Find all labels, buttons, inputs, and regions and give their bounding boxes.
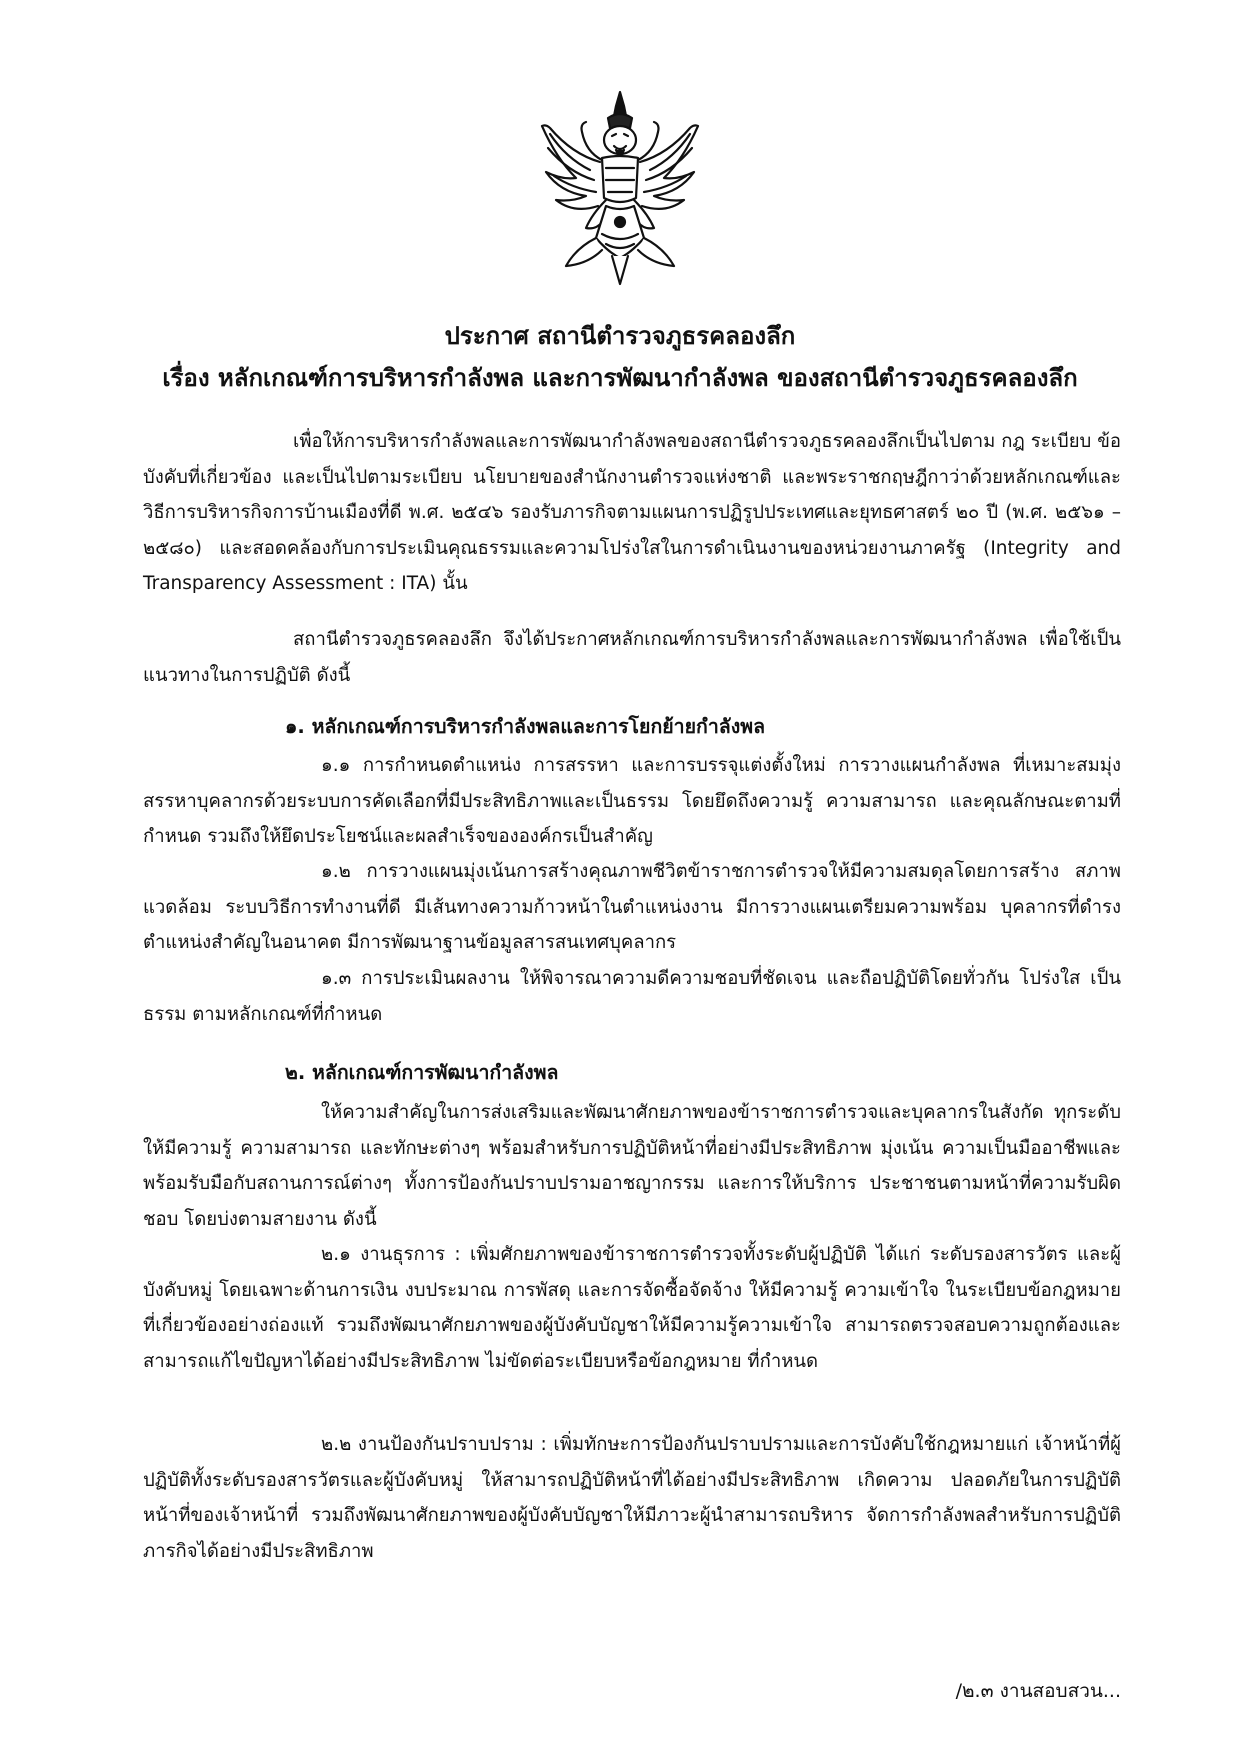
section-1-item-2-text: ๑.๒ การวางแผนมุ่งเน้นการสร้างคุณภาพชีวิตข้าราชการตำรวจให้มีความสมดุลโดยการสร้าง สภาพแวดล้อม ระบบวิธีการทำงานที่ดี มีเส้นทางความก้าวหน้าในตำแหน่งงาน มีการวางแผนเตรียมความพร้อม บุคลากรที่ดำรงตำแหน่งสำคัญในอนาคต มีการพัฒนาฐานข้อมูลสารสนเทศบุคลากร <box>143 861 1121 953</box>
section-2-item-2-text: ๒.๒ งานป้องกันปราบปราม : เพิ่มทักษะการป้องกันปราบปรามและการบังคับใช้กฎหมายแก่ เจ้าหน้าที่ผู้ปฏิบัติทั้งระดับรองสารวัตรและผู้บังคับหมู่ ให้สามารถปฏิบัติหน้าที่ได้อย่างมีประสิทธิภาพ เกิดความ ปลอดภัยในการปฏิบัติหน้าที่ของเจ้าหน้าที่ รวมถึงพัฒนาศักยภาพของผู้บังคับบัญชาให้มีภาวะผู้นำสามารถบริหาร จัดการกำลังพลสำหรับการปฏิบัติภารกิจได้อย่างมีประสิทธิภาพ <box>143 1434 1121 1562</box>
section-2-item-1-text: ๒.๑ งานธุรการ : เพิ่มศักยภาพของข้าราชการตำรวจทั้งระดับผู้ปฏิบัติ ได้แก่ ระดับรองสารวัตร และผู้บังคับหมู่ โดยเฉพาะด้านการเงิน งบประมาณ การพัสดุ และการจัดซื้อจัดจ้าง ให้มีความรู้ ความเข้าใจ ในระเบียบข้อกฎหมายที่เกี่ยวข้องอย่างถ่องแท้ รวมถึงพัฒนาศักยภาพของผู้บังคับบัญชาให้มีความรู้ความเข้าใจ สามารถตรวจสอบความถูกต้องและสามารถแก้ไขปัญหาได้อย่างมีประสิทธิภาพ ไม่ขัดต่อระเบียบหรือข้อกฎหมาย ที่กำหนด <box>143 1244 1121 1372</box>
section-2-item-1 <box>143 1237 1121 1379</box>
section-1-item-3 <box>143 961 1121 1032</box>
document-subject: เรื่อง หลักเกณฑ์การบริหารกำลังพล และการพัฒนากำลังพล ของสถานีตำรวจภูธรคลองลึก <box>162 364 1078 392</box>
section-1-item-1-text: ๑.๑ การกำหนดตำแหน่ง การสรรหา และการบรรจุแต่งตั้งใหม่ การวางแผนกำลังพล ที่เหมาะสมมุ่งสรรหาบุคลากรด้วยระบบการคัดเลือกที่มีประสิทธิภาพและเป็นธรรม โดยยึดถึงความรู้ ความสามารถ และคุณลักษณะตามที่กำหนด รวมถึงให้ยึดประโยชน์และผลสำเร็จขององค์กรเป็นสำคัญ <box>143 755 1121 847</box>
section-1-item-2 <box>143 854 1121 961</box>
section-1-item-3-text: ๑.๓ การประเมินผลงาน ให้พิจารณาความดีความชอบที่ชัดเจน และถือปฏิบัติโดยทั่วกัน โปร่งใส เป็นธรรม ตามหลักเกณฑ์ที่กำหนด <box>143 968 1121 1025</box>
garuda-emblem-icon <box>536 88 704 288</box>
section-2-intro-text: ให้ความสำคัญในการส่งเสริมและพัฒนาศักยภาพของข้าราชการตำรวจและบุคลากรในสังกัด ทุกระดับ ให้มีความรู้ ความสามารถ และทักษะต่างๆ พร้อมสำหรับการปฏิบัติหน้าที่อย่างมีประสิทธิภาพ มุ่งเน้น ความเป็นมืออาชีพและพร้อมรับมือกับสถานการณ์ต่างๆ ทั้งการป้องกันปราบปรามอาชญากรรม และการให้บริการ ประชาชนตามหน้าที่ความรับผิดชอบ โดยบ่งตามสายงาน ดังนี้ <box>143 1102 1121 1230</box>
intro-paragraph-2 <box>143 622 1121 693</box>
section-2-intro <box>143 1095 1121 1237</box>
intro-paragraph-1 <box>143 424 1121 602</box>
document-title: ประกาศ สถานีตำรวจภูธรคลองลึก <box>444 322 796 350</box>
intro-paragraph-1-text: เพื่อให้การบริหารกำลังพลและการพัฒนากำลังพลของสถานีตำรวจภูธรคลองลึกเป็นไปตาม กฎ ระเบียบ ข้อบังคับที่เกี่ยวข้อง และเป็นไปตามระเบียบ นโยบายของสำนักงานตำรวจแห่งชาติ และพระราชกฤษฎีกาว่าด้วยหลักเกณฑ์และวิธีการบริหารกิจการบ้านเมืองที่ดี พ.ศ. ๒๕๔๖ รองรับภารกิจตามแผนการปฏิรูปประเทศและยุทธศาสตร์ ๒๐ ปี (พ.ศ. ๒๕๖๑ – ๒๕๘๐) และสอดคล้องกับการประเมินคุณธรรมและความโปร่งใสในการดำเนินงานของหน่วยงานภาครัฐ (Integrity and Transparency Assessment : ITA) นั้น <box>143 431 1121 594</box>
page-continuation-note: /๒.๓ งานสอบสวน... <box>955 1680 1121 1702</box>
section-1-heading: ๑. หลักเกณฑ์การบริหารกำลังพลและการโยกย้ายกำลังพล <box>285 715 766 738</box>
section-1-item-1 <box>143 748 1121 855</box>
intro-paragraph-2-text: สถานีตำรวจภูธรคลองลึก จึงได้ประกาศหลักเกณฑ์การบริหารกำลังพลและการพัฒนากำลังพล เพื่อใช้เป็นแนวทางในการปฏิบัติ ดังนี้ <box>143 629 1121 686</box>
section-2-item-2 <box>143 1427 1121 1569</box>
section-2-heading: ๒. หลักเกณฑ์การพัฒนากำลังพล <box>285 1061 559 1084</box>
